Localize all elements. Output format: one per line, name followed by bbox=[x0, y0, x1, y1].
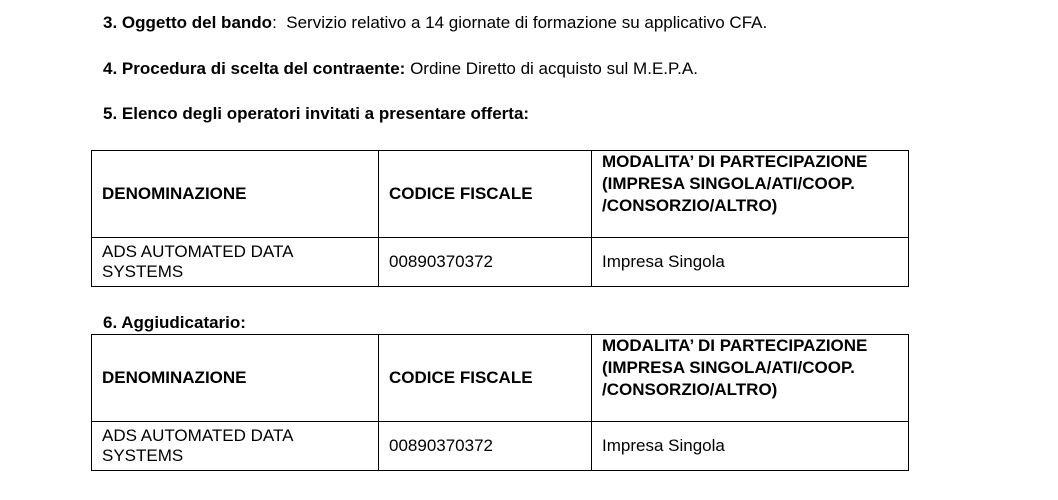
section-5-label: 5. Elenco degli operatori invitati a presentare offerta: bbox=[103, 104, 530, 123]
invited-operators-table bbox=[91, 150, 909, 287]
cell-codice-fiscale: 00890370372 bbox=[379, 422, 592, 471]
section-5-heading bbox=[103, 104, 529, 124]
section-3-text: Servizio relativo a 14 giornate di formazione su applicativo CFA. bbox=[286, 13, 768, 32]
header-modalita: MODALITA’ DI PARTECIPAZIONE (IMPRESA SINGOLA/ATI/COOP. /CONSORZIO/ALTRO) bbox=[592, 151, 909, 238]
section-6-heading bbox=[103, 313, 246, 333]
cell-denominazione: ADS AUTOMATED DATA SYSTEMS bbox=[92, 238, 379, 287]
table-row bbox=[92, 238, 909, 287]
table-header-row bbox=[92, 335, 909, 422]
section-3-object bbox=[103, 13, 767, 33]
section-6-label: 6. Aggiudicatario: bbox=[103, 313, 246, 332]
awardee-table bbox=[91, 334, 909, 471]
section-4-label: 4. Procedura di scelta del contraente: bbox=[103, 59, 406, 78]
table-row bbox=[92, 422, 909, 471]
header-denominazione: DENOMINAZIONE bbox=[92, 151, 379, 238]
header-denominazione: DENOMINAZIONE bbox=[92, 335, 379, 422]
cell-codice-fiscale: 00890370372 bbox=[379, 238, 592, 287]
header-codice-fiscale: CODICE FISCALE bbox=[379, 335, 592, 422]
header-modalita: MODALITA’ DI PARTECIPAZIONE (IMPRESA SINGOLA/ATI/COOP. /CONSORZIO/ALTRO) bbox=[592, 335, 909, 422]
section-3-separator: : bbox=[272, 13, 277, 32]
section-4-procedure bbox=[103, 59, 698, 79]
section-4-text: Ordine Diretto di acquisto sul M.E.P.A. bbox=[410, 59, 698, 78]
cell-denominazione: ADS AUTOMATED DATA SYSTEMS bbox=[92, 422, 379, 471]
header-codice-fiscale: CODICE FISCALE bbox=[379, 151, 592, 238]
table-header-row bbox=[92, 151, 909, 238]
cell-modalita: Impresa Singola bbox=[592, 238, 909, 287]
section-3-label: 3. Oggetto del bando bbox=[103, 13, 273, 32]
cell-modalita: Impresa Singola bbox=[592, 422, 909, 471]
